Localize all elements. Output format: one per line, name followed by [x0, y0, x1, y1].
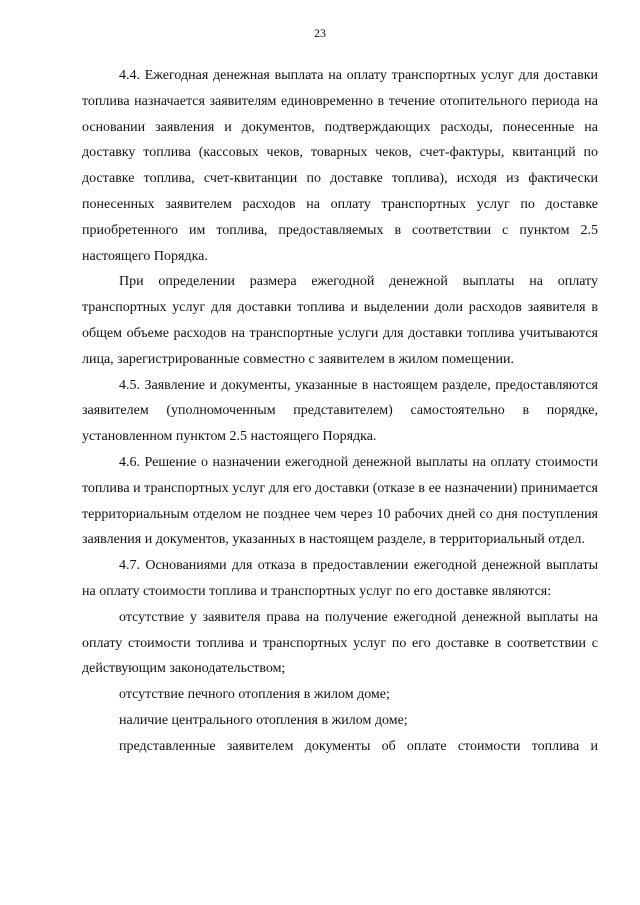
refusal-ground-3: наличие центрального отопления в жилом доме; — [119, 712, 408, 728]
paragraph-4-4: 4.4. Ежегодная денежная выплата на оплату транспортных услуг для доставки топлива назначается заявителям единовременно в течение отопительного периода на основании заявления и документов, подтверждающих расходы, понесенные на доставку топлива (кассовых чеков, товарных чеков, счет-фактуры, квитанций по доставке топлива, счет-квитанции по доставке топлива), исходя из фактически понесенных заявителем расходов на оплату транспортных услуг по доставке приобретенного им топлива, предоставляемых в соответствии с пунктом 2.5 настоящего Порядка. — [82, 68, 598, 264]
document-body — [82, 63, 598, 760]
paragraph-4-5: 4.5. Заявление и документы, указанные в настоящем разделе, предоставляются заявителем (уполномоченным представителем) самостоятельно в порядке, установленном пунктом 2.5 настоящего Порядка. — [82, 377, 598, 445]
paragraph-4-6: 4.6. Решение о назначении ежегодной денежной выплаты на оплату стоимости топлива и транспортных услуг для его доставки (отказе в ее назначении) принимается территориальным отделом не позднее чем через 10 рабочих дней со дня поступления заявления и документов, указанных в настоящем разделе, в территориальный отдел. — [82, 454, 598, 548]
page-number: 23 — [314, 26, 326, 40]
refusal-ground-4-partial: представленные заявителем документы об оплате стоимости топлива и — [119, 738, 598, 754]
paragraph-4-7: 4.7. Основаниями для отказа в предоставлении ежегодной денежной выплаты на оплату стоимости топлива и транспортных услуг по его доставке являются: — [82, 558, 598, 599]
refusal-ground-1: отсутствие у заявителя права на получение ежегодной денежной выплаты на оплату стоимости топлива и транспортных услуг по его доставке в соответствии с действующим законодательством; — [82, 609, 598, 677]
paragraph-4-4-continuation: При определении размера ежегодной денежной выплаты на оплату транспортных услуг для доставки топлива и выделении доли расходов заявителя в общем объеме расходов на транспортные услуги для доставки топлива учитываются лица, зарегистрированные совместно с заявителем в жилом помещении. — [82, 274, 598, 367]
refusal-ground-2: отсутствие печного отопления в жилом доме; — [119, 687, 390, 703]
